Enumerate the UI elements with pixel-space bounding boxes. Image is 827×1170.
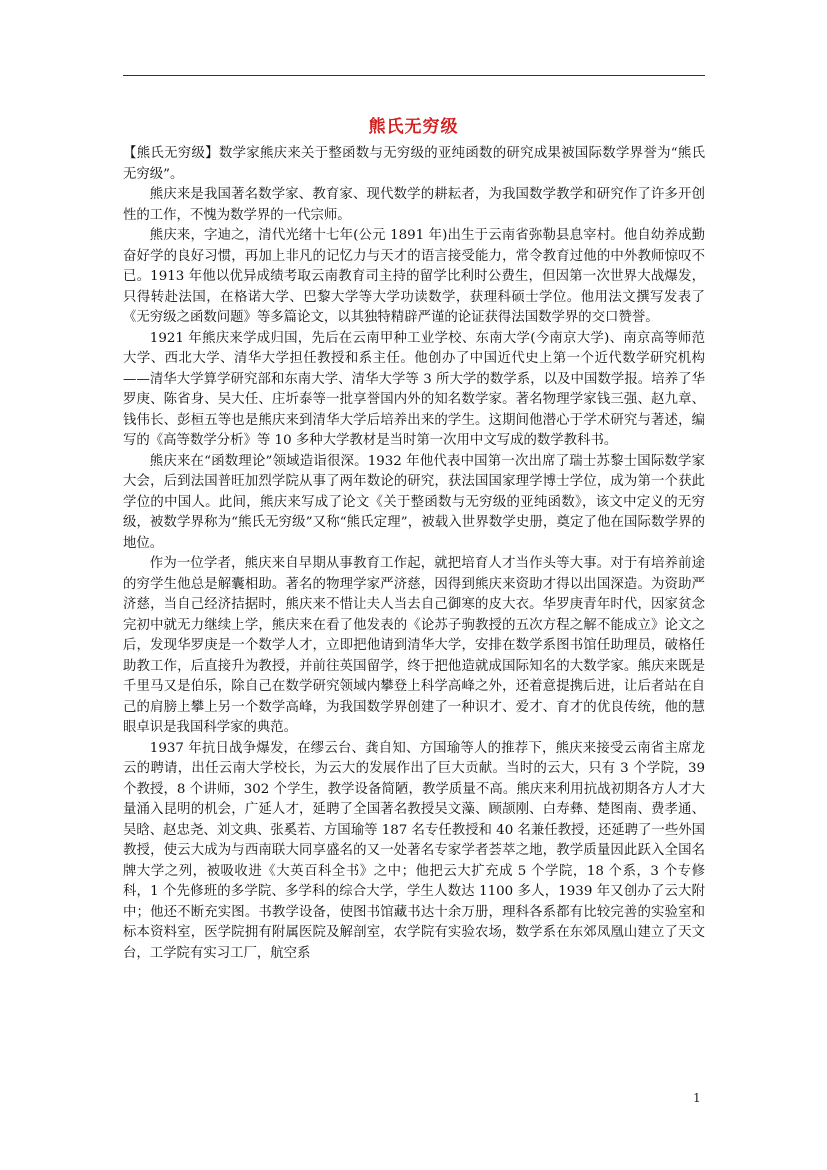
paragraph: 作为一位学者，熊庆来自早期从事教育工作起，就把培育人才当作头等大事。对于有培养前途的穷学生他总是解囊相助。著名的物理学家严济慈，因得到熊庆来资助才得以出国深造。为资助严济慈，当自己经济拮据时，熊庆来不惜让夫人当去自己御寒的皮大衣。华罗庚青年时代，因家贫念完初中就无力继续上学，熊庆来在看了他发表的《论苏子驹教授的五次方程之解不能成立》论文之后，发现华罗庚是一个数学人才，立即把他请到清华大学，安排在数学系图书馆任助理员，破格任助教工作，后直接升为教授，并前往英国留学，终于把他造就成国际知名的大数学家。熊庆来既是千里马又是伯乐，除自己在数学研究领域内攀登上科学高峰之外，还着意提携后进，让后者站在自己的肩膀上攀上另一个数学高峰，为我国数学界创建了一种识才、爱才、育才的优良传统，他的慧眼卓识是我国科学家的典范。	[123, 556, 705, 735]
paragraph: 熊庆来是我国著名数学家、教育家、现代数学的耕耘者，为我国数学教学和研究作了许多开创性的工作，不愧为数学界的一代宗师。	[123, 187, 705, 223]
paragraph: 熊庆来，字迪之，清代光绪十七年(公元 1891 年)出生于云南省弥勒县息宰村。他自幼养成勤奋好学的良好习惯，再加上非凡的记忆力与天才的语言接受能力，常令教育过他的中外教师惊叹不已。1913 年他以优异成绩考取云南教育司主持的留学比利时公费生，但因第一次世界大战爆发，只得转赴法国，在格诺大学、巴黎大学等大学功读数学，获理科硕士学位。他用法文撰写发表了《无穷级之函数问题》等多篇论文，以其独特精辟严谨的论证获得法国数学界的交口赞誉。	[123, 228, 705, 325]
paragraph: 【熊氏无穷级】数学家熊庆来关于整函数与无穷级的亚纯函数的研究成果被国际数学界誉为“熊氏无穷级”。	[123, 146, 705, 182]
header-rule	[123, 75, 705, 76]
paragraph: 1937 年抗日战争爆发，在缪云台、龚自知、方国瑜等人的推荐下，熊庆来接受云南省主席龙云的聘请，出任云南大学校长，为云大的发展作出了巨大贡献。当时的云大，只有 3 个学院，39 个教授，8 个讲师，302 个学生，教学设备简陋，教学质量不高。熊庆来利用抗战初期各方人才大量涌入昆明的机会，广延人才，延聘了全国著名教授吴文藻、顾颉刚、白寿彝、楚图南、费孝通、吴晗、赵忠尧、刘文典、张奚若、方国瑜等 187 名专任教授和 40 名兼任教授，还延聘了一些外国教授，使云大成为与西南联大同享盛名的又一处著名专家学者荟萃之地，教学质量因此跃入全国名牌大学之列，被吸收进《大英百科全书》之中；他把云大扩充成 5 个学院，18 个系，3 个专修科，1 个先修班的多学院、多学科的综合大学，学生人数达 1100 多人，1939 年又创办了云大附中；他还不断充实图。书教学设备，使图书馆藏书达十余万册，理科各系都有比较完善的实验室和标本资料室，医学院拥有附属医院及解剖室，农学院有实验农场，数学系在东郊凤凰山建立了天文台，工学院有实习工厂，航空系	[123, 740, 705, 961]
paragraph: 熊庆来在“函数理论”领域造诣很深。1932 年他代表中国第一次出席了瑞士苏黎士国际数学家大会，后到法国普旺加烈学院从事了两年数论的研究，获法国国家理学博士学位，成为第一个获此学位的中国人。此间，熊庆来写成了论文《关于整函数与无穷级的亚纯函数》，该文中定义的无穷级，被数学界称为“熊氏无穷级”又称“熊氏定理”，被载入世界数学史册，奠定了他在国际数学界的地位。	[123, 453, 705, 551]
document-body	[123, 144, 705, 964]
document-title: 熊氏无穷级	[368, 117, 459, 137]
page-number: 1	[693, 1091, 701, 1105]
paragraph: 1921 年熊庆来学成归国，先后在云南甲种工业学校、东南大学(今南京大学)、南京高等师范大学、西北大学、清华大学担任教授和系主任。他创办了中国近代史上第一个近代数学研究机构——清华大学算学研究部和东南大学、清华大学等 3 所大学的数学系，以及中国数学报。培养了华罗庚、陈省身、吴大任、庄圻泰等一批享誉国内外的知名数学家。著名物理学家钱三强、赵九章、钱伟长、彭桓五等也是熊庆来到清华大学后培养出来的学生。这期间他潜心于学术研究与著述，编写的《高等数学分析》等 10 多种大学教材是当时第一次用中文写成的数学教科书。	[123, 330, 705, 448]
